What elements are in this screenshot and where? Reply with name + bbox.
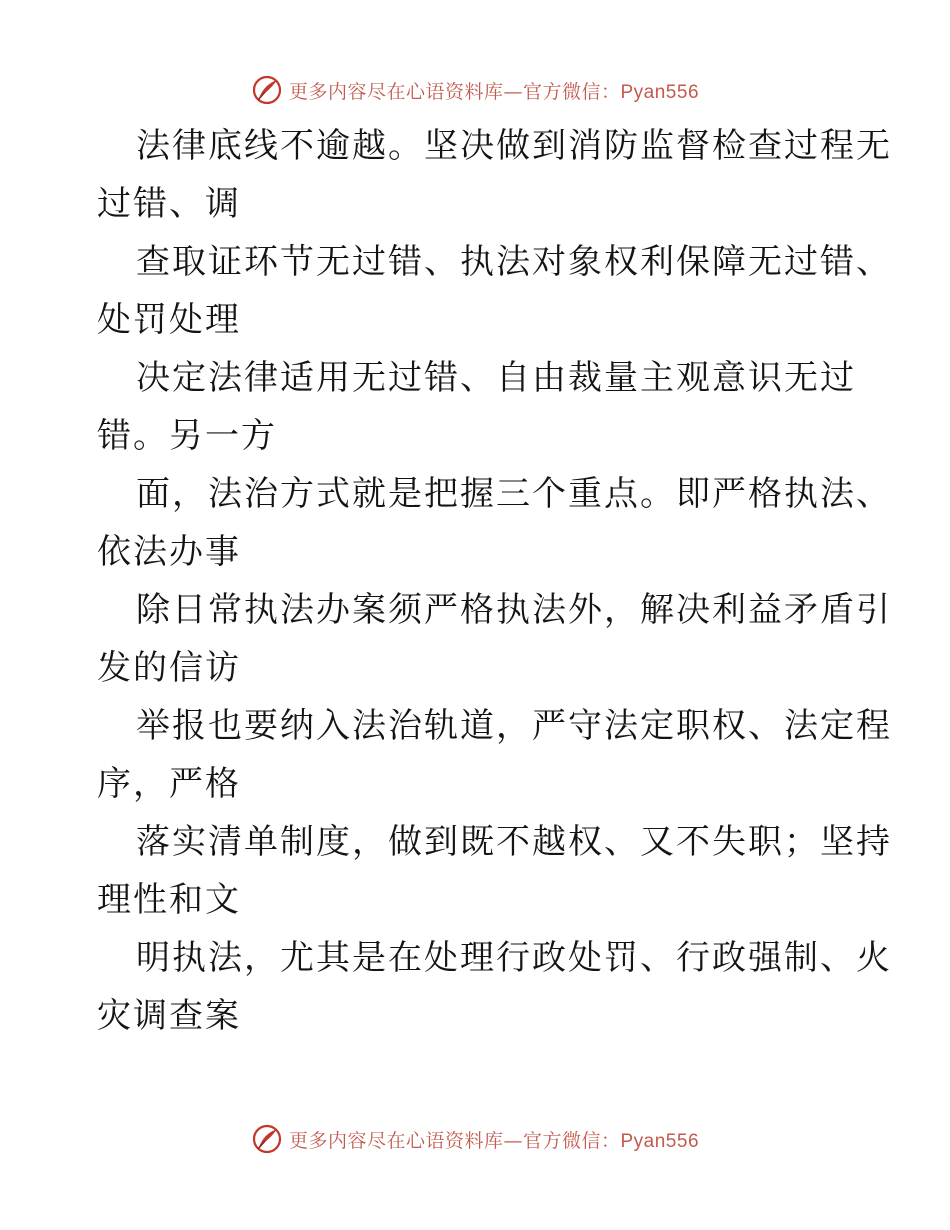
feather-logo-icon [251, 1123, 283, 1155]
text-line: 举报也要纳入法治轨道，严守法定职权、法定程 [136, 706, 892, 746]
text-line: 决定法律适用无过错、自由裁量主观意识无过 [136, 358, 856, 398]
text-line: 理性和文 [97, 880, 241, 920]
text-line: 处罚处理 [97, 300, 241, 340]
text-line: 查取证环节无过错、执法对象权利保障无过错、 [136, 242, 892, 282]
feather-logo-icon [251, 74, 283, 106]
footer-watermark [0, 1121, 950, 1157]
watermark-text: 更多内容尽在心语资料库—官方微信：Pyan556 [288, 1129, 700, 1152]
text-line: 错。另一方 [97, 416, 277, 456]
text-line: 明执法，尤其是在处理行政处罚、行政强制、火 [136, 938, 892, 978]
text-line: 灾调查案 [97, 996, 241, 1036]
text-line: 序，严格 [97, 764, 241, 804]
text-line: 法律底线不逾越。坚决做到消防监督检查过程无 [136, 126, 892, 166]
text-line: 落实清单制度，做到既不越权、又不失职；坚持 [136, 822, 892, 862]
watermark-text: 更多内容尽在心语资料库—官方微信：Pyan556 [288, 80, 700, 103]
text-line: 发的信访 [97, 648, 241, 688]
document-body [97, 117, 892, 1045]
text-line: 依法办事 [97, 532, 241, 572]
text-line: 除日常执法办案须严格执法外，解决利益矛盾引 [136, 590, 892, 630]
text-line: 过错、调 [97, 184, 241, 224]
header-watermark [0, 72, 950, 108]
text-line: 面，法治方式就是把握三个重点。即严格执法、 [136, 474, 892, 514]
